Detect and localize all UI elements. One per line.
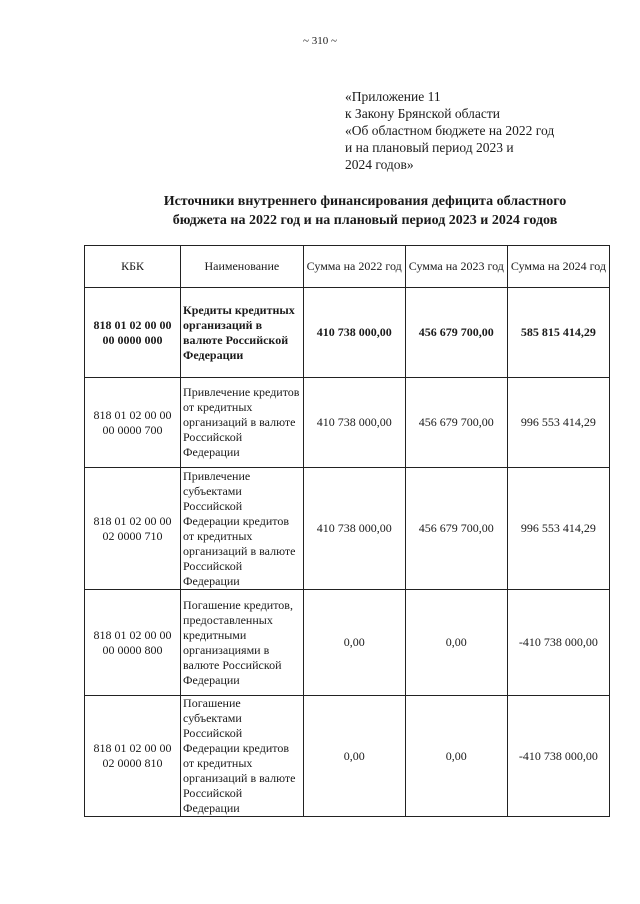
header-sum-2024: Сумма на 2024 год [507,246,609,288]
row-sum-2022: 410 738 000,00 [303,468,405,590]
row-kbk: 818 01 02 00 00 00 0000 700 [85,378,181,468]
page-number: ~ 310 ~ [303,35,337,47]
table-row [85,468,610,590]
header-sum-2023: Сумма на 2023 год [405,246,507,288]
row-kbk: 818 01 02 00 00 00 0000 800 [85,590,181,696]
row-kbk: 818 01 02 00 00 00 0000 000 [85,288,181,378]
row-sum-2023: 456 679 700,00 [405,378,507,468]
row-name: Погашение субъектами Российской Федерации кредитов от кредитных организаций в валюте Российской Федерации [181,696,304,817]
table-row [85,378,610,468]
document-title [80,192,640,230]
row-sum-2024: 585 815 414,29 [507,288,609,378]
row-name: Привлечение субъектами Российской Федерации кредитов от кредитных организаций в валюте Российской Федерации [181,468,304,590]
row-name: Погашение кредитов, предоставленных кредитными организациями в валюте Российской Федерации [181,590,304,696]
appendix-line: 2024 годов» [345,157,414,172]
row-kbk: 818 01 02 00 00 02 0000 810 [85,696,181,817]
header-kbk: КБК [85,246,181,288]
row-name: Привлечение кредитов от кредитных организаций в валюте Российской Федерации [181,378,304,468]
row-sum-2022: 0,00 [303,696,405,817]
table-row [85,590,610,696]
row-sum-2024: 996 553 414,29 [507,468,609,590]
document-title-line: бюджета на 2022 год и на плановый период 2023 и 2024 годов [172,213,558,228]
row-sum-2024: -410 738 000,00 [507,696,609,817]
row-sum-2024: -410 738 000,00 [507,590,609,696]
appendix-line: «Приложение 11 [345,89,441,104]
table-row [85,696,610,817]
appendix-header [345,88,605,173]
appendix-line: «Об областном бюджете на 2022 год [345,123,555,138]
table-header-row [85,246,610,288]
row-sum-2023: 456 679 700,00 [405,468,507,590]
row-sum-2022: 410 738 000,00 [303,378,405,468]
document-title-line: Источники внутреннего финансирования дефицита областного [163,194,567,209]
row-sum-2023: 0,00 [405,696,507,817]
table-row [85,288,610,378]
row-sum-2023: 456 679 700,00 [405,288,507,378]
row-name: Кредиты кредитных организаций в валюте Российской Федерации [181,288,304,378]
row-kbk: 818 01 02 00 00 02 0000 710 [85,468,181,590]
appendix-line: к Закону Брянской области [345,106,500,121]
appendix-line: и на плановый период 2023 и [345,140,514,155]
row-sum-2023: 0,00 [405,590,507,696]
row-sum-2022: 0,00 [303,590,405,696]
header-name: Наименование [181,246,304,288]
header-sum-2022: Сумма на 2022 год [303,246,405,288]
financing-sources-table [84,245,610,817]
row-sum-2022: 410 738 000,00 [303,288,405,378]
row-sum-2024: 996 553 414,29 [507,378,609,468]
